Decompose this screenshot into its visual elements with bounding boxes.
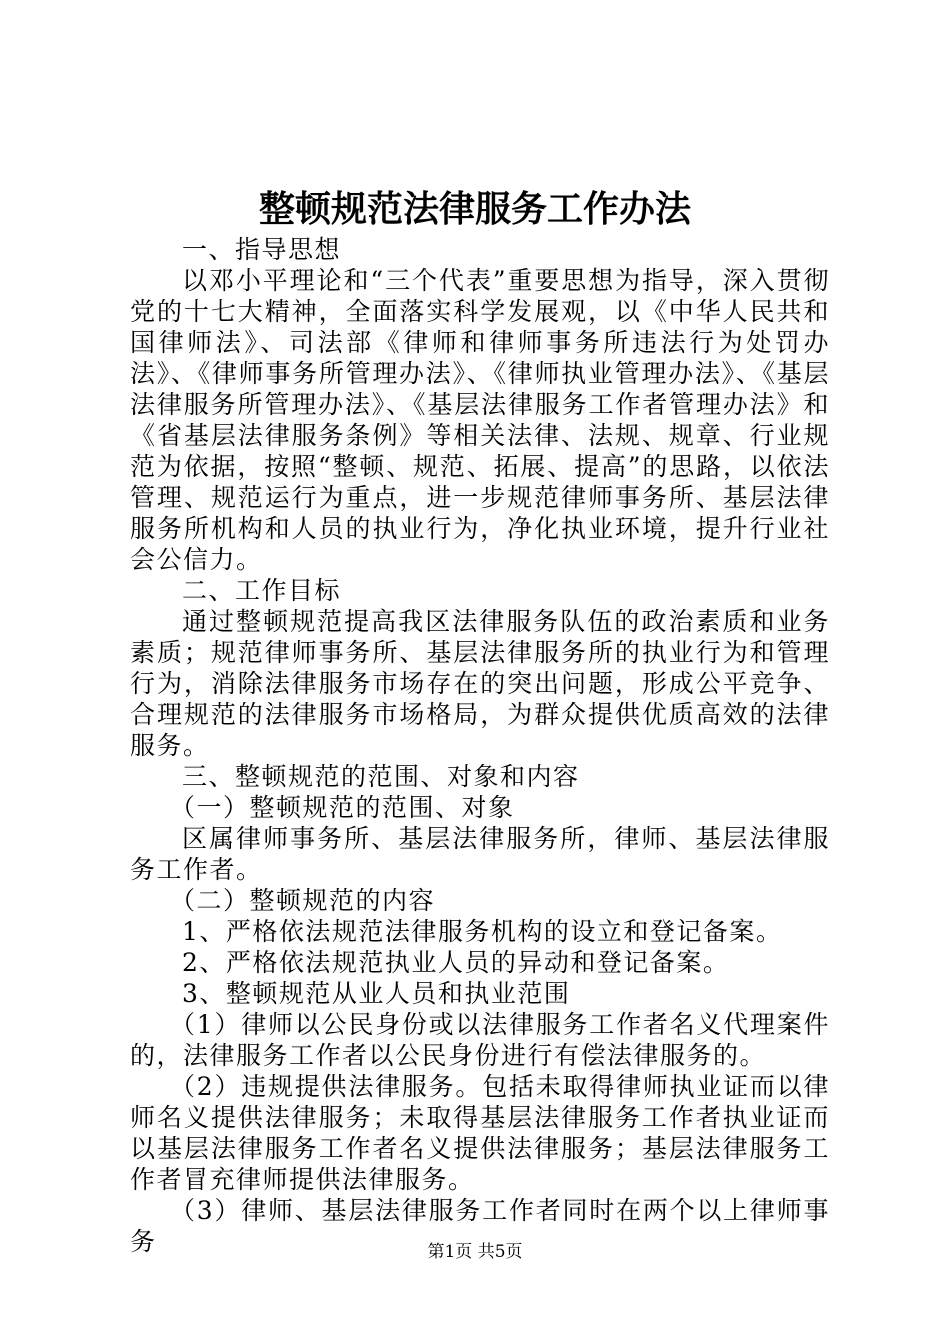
subsection-heading: （二）整顿规范的内容 [170, 886, 436, 915]
document-title: 整顿规范法律服务工作办法 [258, 188, 691, 230]
section-heading: 一、指导思想 [182, 235, 342, 264]
list-subitem: （3）律师、基层法律服务工作者同时在两个以上律师事务 [130, 1196, 830, 1256]
list-item: 1、严格依法规范法律服务机构的设立和登记备案。 [182, 917, 783, 946]
page-footer: 第1页 共5页 [427, 1242, 523, 1262]
body-paragraph: 以邓小平理论和“三个代表”重要思想为指导，深入贯彻党的十七大精神，全面落实科学发展观，以《中华人民共和国律师法》、司法部《律师和律师事务所违法行为处罚办法》、《律师事务所管理办法》、《律师执业管理办法》、《基层法律服务所管理办法》、《基层法律服务工作者管理办法》和《省基层法律服务条例》等相关法律、法规、规章、行业规范为依据，按照“整顿、规范、拓展、提高”的思路，以依法管理、规范运行为重点，进一步规范律师事务所、基层法律服务所机构和人员的执业行为，净化执业环境，提升行业社会公信力。 [130, 266, 830, 574]
list-subitem: （1）律师以公民身份或以法律服务工作者名义代理案件的，法律服务工作者以公民身份进行有偿法律服务的。 [130, 1010, 830, 1070]
section-heading: 二、工作目标 [182, 576, 342, 605]
list-item: 3、整顿规范从业人员和执业范围 [182, 979, 571, 1008]
subsection-heading: （一）整顿规范的范围、对象 [170, 793, 515, 822]
body-paragraph: 通过整顿规范提高我区法律服务队伍的政治素质和业务素质；规范律师事务所、基层法律服务所的执业行为和管理行为，消除法律服务市场存在的突出问题，形成公平竞争、合理规范的法律服务市场格局，为群众提供优质高效的法律服务。 [130, 607, 830, 760]
body-paragraph: 区属律师事务所、基层法律服务所，律师、基层法律服务工作者。 [130, 824, 830, 884]
list-item: 2、严格依法规范执业人员的异动和登记备案。 [182, 948, 730, 977]
list-subitem: （2）违规提供法律服务。包括未取得律师执业证而以律师名义提供法律服务；未取得基层法律服务工作者执业证而以基层法律服务工作者名义提供法律服务；基层法律服务工作者冒充律师提供法律服务。 [130, 1072, 830, 1194]
section-heading: 三、整顿规范的范围、对象和内容 [182, 762, 580, 791]
document-body [130, 234, 830, 1257]
